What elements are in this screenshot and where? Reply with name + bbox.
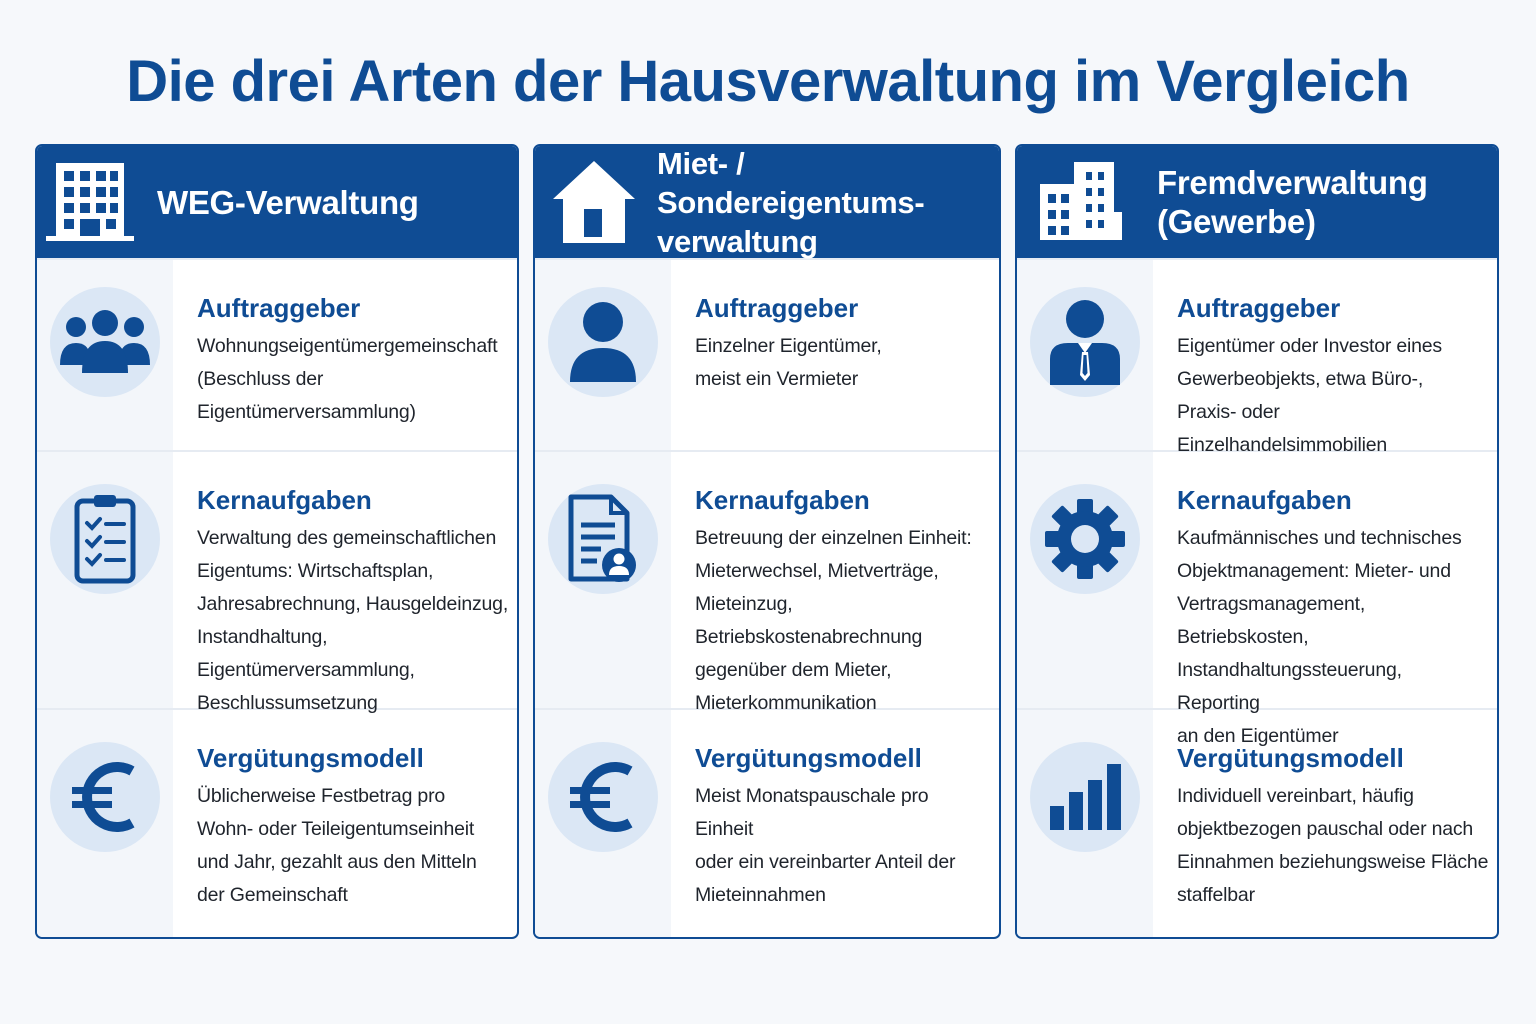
section-label: Auftraggeber: [197, 293, 361, 323]
section-text: Betreuung der einzelnen Einheit: Mieterwechsel, Mietverträge, Mieteinzug, Betriebskostenabrechnung gegenüber dem Mieter, Mieterkommunikation: [695, 527, 972, 714]
euro-icon: [548, 742, 658, 852]
section-label: Kernaufgaben: [695, 485, 870, 515]
card-title: Fremdverwaltung (Gewerbe): [1157, 164, 1428, 240]
section-auftraggeber: [535, 258, 999, 450]
document-person-icon: [548, 484, 658, 594]
card-weg-verwaltung: [35, 144, 519, 939]
section-verguetungsmodell: [37, 708, 517, 939]
card-header: [37, 146, 517, 258]
clipboard-checklist-icon: [50, 484, 160, 594]
euro-icon: [50, 742, 160, 852]
section-label: Auftraggeber: [1177, 293, 1341, 323]
section-kernaufgaben: [535, 450, 999, 714]
section-text: Eigentümer oder Investor eines Gewerbeobjekts, etwa Büro-, Praxis- oder Einzelhandelsimmobilien: [1177, 335, 1442, 456]
section-text: Einzelner Eigentümer, meist ein Vermieter: [695, 335, 882, 390]
section-kernaufgaben: [1017, 450, 1497, 747]
section-text: Individuell vereinbart, häufig objektbezogen pauschal oder nach Einnahmen beziehungsweise Fläche staffelbar: [1177, 785, 1489, 906]
section-text: Meist Monatspauschale pro Einheit oder ein vereinbarter Anteil der Mieteinnahmen: [695, 785, 956, 906]
section-auftraggeber: [1017, 258, 1497, 456]
gear-icon: [1030, 484, 1140, 594]
card-title: Miet- / Sondereigentums- verwaltung: [657, 145, 925, 259]
bar-chart-icon: [1030, 742, 1140, 852]
group-icon: [50, 287, 160, 397]
section-text: Wohnungseigentümergemeinschaft (Beschluss der Eigentümerversammlung): [197, 335, 498, 423]
card-header: [535, 146, 999, 258]
card-title: WEG-Verwaltung: [157, 183, 419, 221]
card-header: [1017, 146, 1497, 258]
person-icon: [548, 287, 658, 397]
section-verguetungsmodell: [535, 708, 999, 939]
page-title: Die drei Arten der Hausverwaltung im Vergleich: [126, 49, 1410, 114]
card-miet-sondereigentumsverwaltung: [533, 144, 1001, 939]
section-kernaufgaben: [37, 450, 517, 714]
house-icon: [535, 146, 653, 258]
section-auftraggeber: [37, 258, 517, 450]
section-text: Kaufmännisches und technisches Objektmanagement: Mieter- und Vertragsmanagement, Betriebskosten, Instandhaltungssteuerung, Reporting an den Eigentümer: [1177, 527, 1462, 747]
section-label: Kernaufgaben: [1177, 485, 1352, 515]
section-text: Verwaltung des gemeinschaftlichen Eigentums: Wirtschaftsplan, Jahresabrechnung, Hausgeldeinzug, Instandhaltung, Eigentümerversammlung, Beschlussumsetzung: [197, 527, 509, 714]
businessman-icon: [1030, 287, 1140, 397]
section-text: Üblicherweise Festbetrag pro Wohn- oder Teileigentumseinheit und Jahr, gezahlt aus den Mitteln der Gemeinschaft: [197, 785, 477, 906]
section-label: Vergütungsmodell: [1177, 743, 1404, 773]
section-label: Vergütungsmodell: [197, 743, 424, 773]
section-label: Auftraggeber: [695, 293, 859, 323]
office-building-icon: [1017, 146, 1143, 258]
apartment-building-icon: [37, 146, 143, 258]
section-label: Kernaufgaben: [197, 485, 372, 515]
section-verguetungsmodell: [1017, 708, 1497, 939]
card-fremdverwaltung: [1015, 144, 1499, 939]
section-label: Vergütungsmodell: [695, 743, 922, 773]
